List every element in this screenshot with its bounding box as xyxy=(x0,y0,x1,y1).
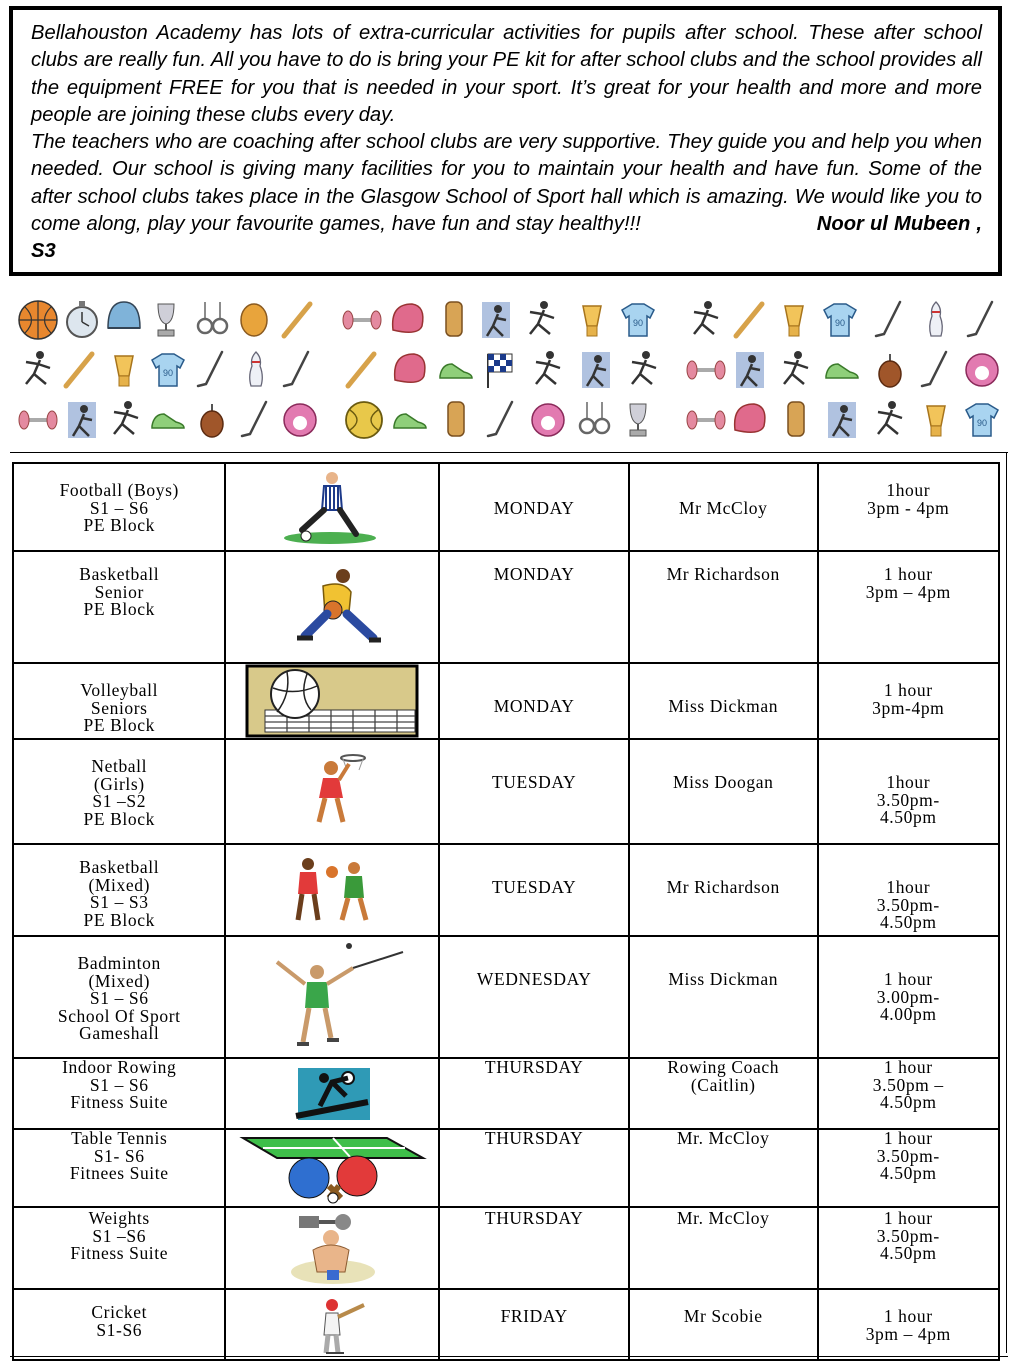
picture-cell xyxy=(225,463,439,551)
time-line: 4.50pm xyxy=(879,1163,937,1183)
activity-line: S1 – S3 xyxy=(89,892,149,912)
time-line: 3pm - 4pm xyxy=(867,497,950,518)
table-row xyxy=(13,463,999,551)
teacher-cell xyxy=(629,844,818,936)
teacher-cell xyxy=(629,936,818,1058)
day-label: MONDAY xyxy=(493,696,575,716)
day-cell xyxy=(439,463,629,551)
time-line: 1hour xyxy=(886,877,931,897)
time-line: 3.50pm- xyxy=(876,789,940,810)
clubs-timetable xyxy=(12,462,1000,1361)
time-cell xyxy=(818,463,999,551)
activity-line: PE Block xyxy=(83,909,155,930)
basketball-player-icon xyxy=(228,566,436,648)
activity-line: (Mixed) xyxy=(88,970,151,991)
activity-line: Indoor Rowing xyxy=(62,1057,177,1077)
picture-cell xyxy=(225,936,439,1058)
picture-cell xyxy=(225,1129,439,1207)
teacher-cell xyxy=(629,739,818,844)
teacher-name: Miss Dickman xyxy=(668,696,779,716)
time-line: 3.50pm- xyxy=(876,1225,940,1246)
time-cell xyxy=(818,663,999,739)
activity-cell xyxy=(13,1129,225,1207)
activity-line: S1- S6 xyxy=(93,1145,145,1166)
day-cell xyxy=(439,844,629,936)
divider-bottom xyxy=(10,1356,1008,1357)
teacher-name: Miss Dickman xyxy=(668,969,779,989)
footballer-icon xyxy=(228,468,436,546)
table-row xyxy=(13,1289,999,1360)
teacher-name: Mr. McCloy xyxy=(676,1128,770,1148)
time-cell xyxy=(818,1058,999,1129)
teacher-name: Mr. McCloy xyxy=(676,1208,770,1228)
teacher-name: Mr Richardson xyxy=(666,877,780,897)
activity-line: Volleyball xyxy=(80,680,159,700)
activity-line: Seniors xyxy=(90,697,148,718)
day-cell xyxy=(439,1129,629,1207)
teacher-name: Miss Doogan xyxy=(673,772,774,792)
teacher-name: Mr Scobie xyxy=(683,1306,763,1326)
day-label: MONDAY xyxy=(493,498,575,518)
activity-line: Basketball xyxy=(79,857,160,877)
activity-line: PE Block xyxy=(83,515,155,535)
time-line: 3.00pm- xyxy=(876,986,940,1007)
teacher-name: Mr Richardson xyxy=(666,564,780,584)
activity-line: PE Block xyxy=(83,599,155,619)
activity-line: PE Block xyxy=(83,808,155,829)
weightlifter-icon xyxy=(228,1210,436,1286)
activity-line: S1 –S6 xyxy=(92,1225,147,1246)
time-line: 1 hour xyxy=(883,1208,933,1228)
day-cell xyxy=(439,936,629,1058)
time-cell xyxy=(818,1207,999,1289)
activity-line: Fitness Suite xyxy=(70,1243,169,1263)
time-line: 4.50pm xyxy=(879,1092,937,1112)
picture-cell xyxy=(225,663,439,739)
time-line: 3pm – 4pm xyxy=(865,1323,951,1344)
sports-icons-illustration: 90 xyxy=(10,294,1006,446)
time-line: 3.50pm- xyxy=(876,894,940,915)
activity-line: Table Tennis xyxy=(71,1128,168,1148)
picture-cell xyxy=(225,1289,439,1360)
activity-line: S1 – S6 xyxy=(89,497,149,518)
cricketer-icon xyxy=(228,1295,436,1355)
activity-cell xyxy=(13,739,225,844)
time-line: 3pm – 4pm xyxy=(865,581,951,602)
activity-line: Badminton xyxy=(77,953,161,973)
teacher-cell xyxy=(629,1129,818,1207)
day-cell xyxy=(439,663,629,739)
activity-cell xyxy=(13,844,225,936)
table-row xyxy=(13,1207,999,1289)
activity-line: (Mixed) xyxy=(88,874,151,895)
time-line: 4.50pm xyxy=(879,912,937,932)
time-line: 1 hour xyxy=(883,969,933,989)
time-line: 4.50pm xyxy=(879,807,937,827)
activity-line: S1 – S6 xyxy=(89,1074,149,1095)
time-line: 1 hour xyxy=(883,680,933,700)
basketball-players-icon xyxy=(228,854,436,926)
time-line: 1hour xyxy=(886,772,931,792)
activity-cell xyxy=(13,1289,225,1360)
activity-line: S1 –S2 xyxy=(92,791,147,811)
activity-line: S1-S6 xyxy=(96,1319,143,1340)
activity-line: S1 – S6 xyxy=(89,988,149,1008)
activity-cell xyxy=(13,663,225,739)
picture-cell xyxy=(225,1058,439,1129)
activity-line: Fitness Suite xyxy=(70,1092,169,1112)
time-cell xyxy=(818,1289,999,1360)
time-line: 1 hour xyxy=(883,1306,933,1326)
time-cell xyxy=(818,551,999,663)
activity-cell xyxy=(13,551,225,663)
teacher-name: (Caitlin) xyxy=(690,1074,756,1095)
author-signature: Noor ul Mubeen , S3 xyxy=(31,213,982,263)
time-cell xyxy=(818,844,999,936)
table-row xyxy=(13,663,999,739)
table-row xyxy=(13,1058,999,1129)
time-cell xyxy=(818,739,999,844)
activity-cell xyxy=(13,1207,225,1289)
picture-cell xyxy=(225,1207,439,1289)
picture-cell xyxy=(225,844,439,936)
time-line: 1hour xyxy=(886,480,931,500)
day-cell xyxy=(439,1058,629,1129)
intro-paragraph-2-text: The teachers who are coaching after school clubs are very supportive. They guide you and help you when needed. Our school is giving many facilities for you to maintain your health and have fun. Some of the after school clubs takes place in the Glasgow School of Sport hall which is amazing. We would like you to come along, play your favourite games, have fun and stay healthy!!! xyxy=(31,131,982,236)
teacher-cell xyxy=(629,1058,818,1129)
day-label: TUESDAY xyxy=(492,772,577,792)
activity-cell xyxy=(13,463,225,551)
table-row xyxy=(13,1129,999,1207)
intro-box xyxy=(9,6,1002,276)
activity-cell xyxy=(13,936,225,1058)
time-line: 1 hour xyxy=(883,564,933,584)
day-label: THURSDAY xyxy=(484,1128,584,1148)
time-line: 3pm-4pm xyxy=(872,697,945,718)
time-line: 4.50pm xyxy=(879,1243,937,1263)
time-line: 3.50pm- xyxy=(876,1145,940,1166)
day-label: FRIDAY xyxy=(500,1306,568,1326)
intro-paragraph-1: Bellahouston Academy has lots of extra-curricular activities for pupils after school. These after school clubs are really fun. All you have to do is bring your PE kit for after school clubs and the school provides all the equipment FREE for you that is needed in your sport. It’s great for your health and more and more people are joining these clubs every day. xyxy=(31,22,982,126)
table-tennis-icon xyxy=(228,1132,436,1204)
activity-line: Fitnees Suite xyxy=(69,1163,169,1183)
day-label: THURSDAY xyxy=(484,1057,584,1077)
teacher-cell xyxy=(629,551,818,663)
time-line: 3.50pm – xyxy=(872,1074,944,1095)
time-line: 1 hour xyxy=(883,1128,933,1148)
picture-cell xyxy=(225,739,439,844)
teacher-cell xyxy=(629,1207,818,1289)
day-label: MONDAY xyxy=(493,564,575,584)
teacher-cell xyxy=(629,463,818,551)
activity-line: Cricket xyxy=(91,1302,148,1322)
day-cell xyxy=(439,1207,629,1289)
day-cell xyxy=(439,551,629,663)
activity-line: Netball xyxy=(91,756,148,776)
activity-cell xyxy=(13,1058,225,1129)
intro-paragraph-2 xyxy=(31,129,982,265)
day-label: THURSDAY xyxy=(484,1208,584,1228)
time-line: 1 hour xyxy=(883,1057,933,1077)
activity-line: Senior xyxy=(94,581,144,602)
volleyball-icon xyxy=(228,666,436,736)
teacher-cell xyxy=(629,1289,818,1360)
sports-icons-band xyxy=(4,292,1006,446)
table-row xyxy=(13,936,999,1058)
table-row xyxy=(13,844,999,936)
activity-line: PE Block xyxy=(83,715,155,735)
day-cell xyxy=(439,1289,629,1360)
activity-line: Weights xyxy=(88,1208,150,1228)
netball-player-icon xyxy=(228,752,436,832)
picture-cell xyxy=(225,551,439,663)
table-row xyxy=(13,551,999,663)
divider-top xyxy=(10,452,1008,453)
time-cell xyxy=(818,936,999,1058)
activity-line: Gameshall xyxy=(79,1023,160,1043)
divider-side xyxy=(1006,453,1007,1353)
activity-line: School Of Sport xyxy=(57,1005,181,1026)
teacher-name: Rowing Coach xyxy=(667,1057,780,1077)
rowing-machine-icon xyxy=(228,1062,436,1126)
day-label: TUESDAY xyxy=(492,877,577,897)
activity-line: Football (Boys) xyxy=(59,480,179,500)
day-label: WEDNESDAY xyxy=(476,969,592,989)
teacher-name: Mr McCloy xyxy=(678,498,768,518)
activity-line: Basketball xyxy=(79,564,160,584)
table-row xyxy=(13,739,999,844)
time-line: 4.00pm xyxy=(879,1004,937,1024)
activity-line: (Girls) xyxy=(93,773,145,794)
time-cell xyxy=(818,1129,999,1207)
badminton-player-icon xyxy=(228,942,436,1052)
teacher-cell xyxy=(629,663,818,739)
day-cell xyxy=(439,739,629,844)
